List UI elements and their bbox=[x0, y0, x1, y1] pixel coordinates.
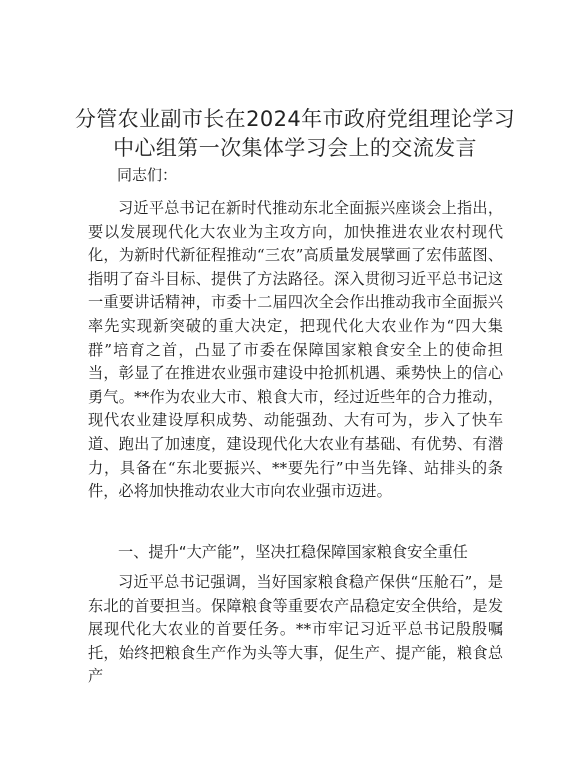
document-title-line-2: 中心组第一次集体学习会上的交流发言 bbox=[113, 136, 477, 160]
section-heading-1: 一、提升“大产能”，坚决扛稳保障国家粮食安全重任 bbox=[118, 543, 468, 561]
paragraph-intro: 习近平总书记在新时代推动东北全面振兴座谈会上指出，要以发展现代化大农业为主攻方向，加快推进农业农村现代化，为新时代新征程推动“三农”高质量发展擘画了宏伟蓝图、指明了奋斗目标、提供了方法路径。深入贯彻习近平总书记这一重要讲话精神，市委十二届四次全会作出推动我市全面振兴率先实现新突破的重大决定，把现代化大农业作为“四大集群”培育之首，凸显了市委在保障国家粮食安全上的使命担当，彰显了在推进农业强市建设中抢抓机遇、乘势快上的信心勇气。**作为农业大市、粮食大市，经过近些年的合力推动，现代农业建设厚积成势、动能强劲、大有可为，步入了快车道、跑出了加速度，建设现代化大农业有基础、有优势、有潜力，具备在“东北要振兴、**要先行”中当先锋、站排头的条件，必将加快推动农业大市向农业强市迈进。 bbox=[88, 199, 503, 501]
paragraph-section-1: 习近平总书记强调，当好国家粮食稳产保供“压舱石”，是东北的首要担当。保障粮食等重要农产品稳定安全供给，是发展现代化大农业的首要任务。**市牢记习近平总书记殷殷嘱托，始终把粮食生产作为头等大事，促生产、提产能，粮食总产 bbox=[88, 573, 503, 686]
document-title-line-1: 分管农业副市长在2024年市政府党组理论学习 bbox=[74, 107, 516, 131]
salutation: 同志们： bbox=[117, 166, 178, 184]
